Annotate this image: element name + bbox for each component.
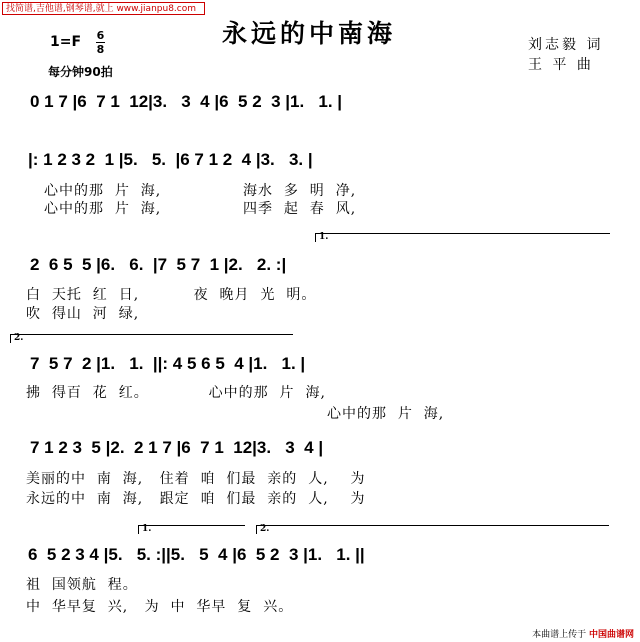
- tempo-marking: 每分钟90拍: [48, 65, 113, 79]
- footer-upload-text: 本曲谱上传于: [532, 630, 587, 640]
- volta-bracket-1: 1.: [315, 233, 610, 242]
- score-line-2: |: 1 2 3 2 1 |5. 5. |6 7 1 2 4 |3. 3. |: [28, 150, 313, 169]
- lyric-line-2a: 心中的那 片 海, 海水 多 明 净,: [44, 183, 357, 199]
- lyric-line-3a: 白 天托 红 日, 夜 晚月 光 明。: [26, 287, 317, 303]
- score-line-1: 0 1 7 |6 7 1 12|3. 3 4 |6 5 2 3 |1. 1. |: [30, 92, 343, 111]
- lyric-line-6b: 中 华早复 兴, 为 中 华早 复 兴。: [26, 599, 294, 615]
- lyric-line-5b: 永远的中 南 海, 跟定 咱 们最 亲的 人, 为: [26, 491, 366, 507]
- footer-brand-logo[interactable]: 中国曲谱网: [588, 630, 634, 640]
- song-title: 永远的中南海: [222, 19, 397, 48]
- lyric-line-4b: 心中的那 片 海,: [327, 406, 445, 422]
- lyric-line-4a: 拂 得百 花 红。 心中的那 片 海,: [26, 385, 326, 401]
- volta-bracket-1: 1.: [138, 525, 245, 534]
- lyric-line-6a: 祖 国领航 程。: [26, 577, 138, 593]
- key-signature: 1=F: [50, 34, 82, 50]
- volta-bracket-2: 2.: [256, 525, 609, 534]
- composer-credit: 王 平 曲: [528, 57, 594, 73]
- score-line-4: 7 5 7 2 |1. 1. ||: 4 5 6 5 4 |1. 1. |: [30, 354, 306, 373]
- lyric-line-5a: 美丽的中 南 海, 住着 咱 们最 亲的 人, 为: [26, 471, 366, 487]
- lyric-line-2b: 心中的那 片 海, 四季 起 春 风,: [44, 201, 357, 217]
- site-links-banner[interactable]: 找简谱,吉他谱,钢琴谱,就上 www.jianpu8.com: [2, 2, 205, 15]
- score-line-3: 2 6 5 5 |6. 6. |7 5 7 1 |2. 2. :|: [30, 255, 287, 274]
- time-signature: 6 8: [96, 29, 105, 56]
- lyric-line-3b: 吹 得山 河 绿,: [26, 306, 140, 322]
- score-line-6: 6 5 2 3 4 |5. 5. :||5. 5 4 |6 5 2 3 |1. 1. ||: [28, 545, 365, 564]
- footer-credit: [532, 627, 634, 640]
- score-line-5: 7 1 2 3 5 |2. 2 1 7 |6 7 1 12|3. 3 4 |: [30, 438, 324, 457]
- lyricist-credit: 刘志毅 词: [528, 37, 604, 53]
- volta-bracket-2: 2.: [10, 334, 293, 343]
